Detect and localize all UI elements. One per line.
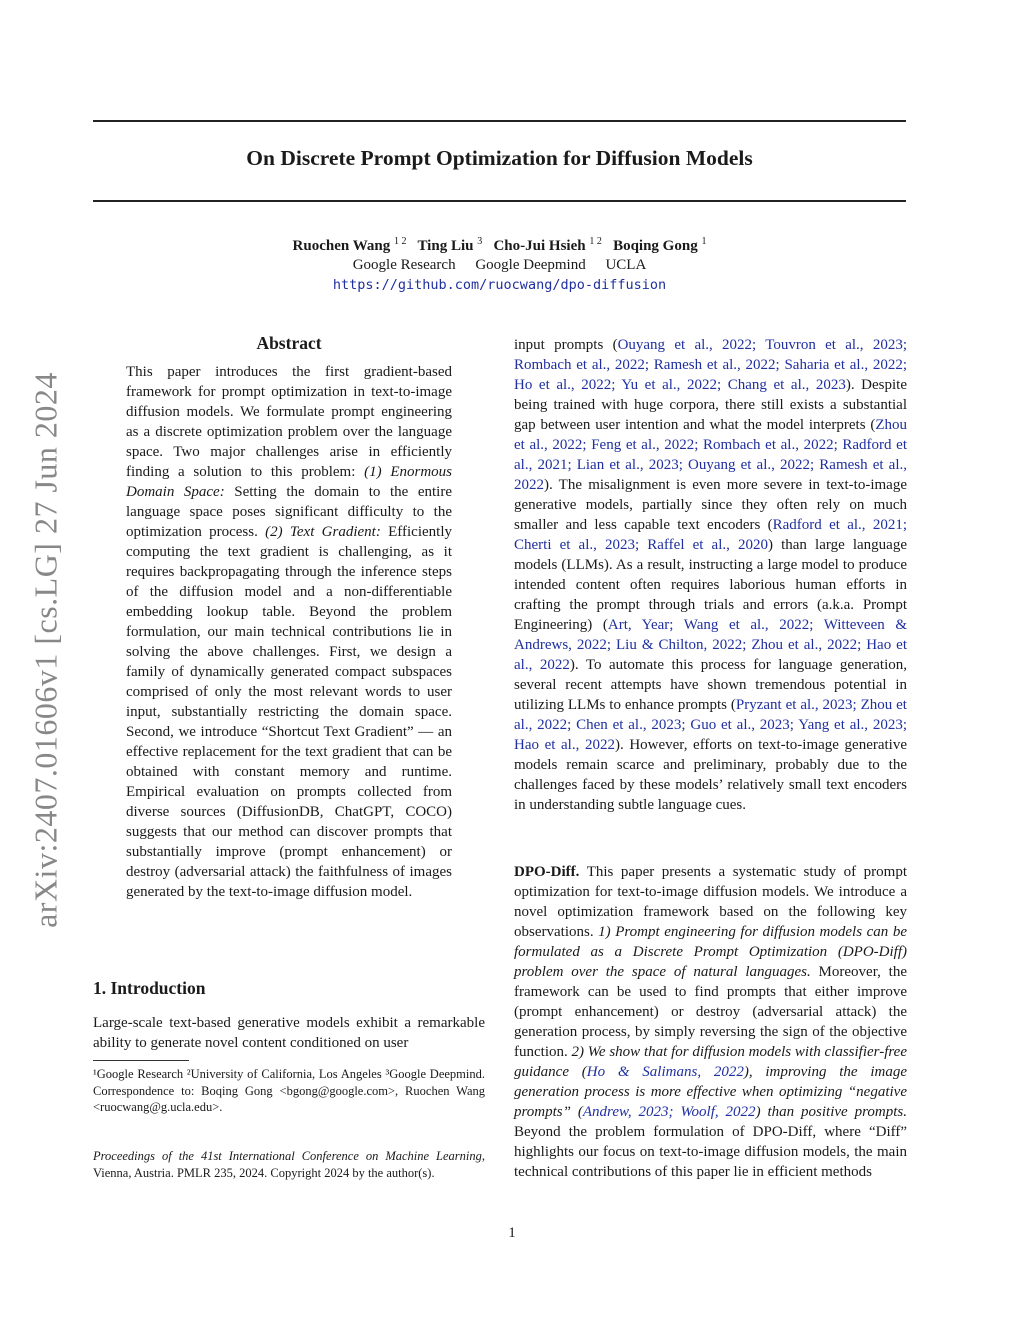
affiliation: Google Deepmind bbox=[475, 257, 586, 273]
title-bottom-rule bbox=[93, 200, 906, 202]
author-name: Ruochen Wang bbox=[292, 238, 391, 254]
body-text: Beyond the problem formulation of DPO-Diff, where “Diff” highlights our focus on text-to-image diffusion models, the main technical contributions of this paper lie in efficient methods bbox=[514, 1124, 907, 1180]
author-affiliation-marks: 1 2 bbox=[393, 236, 407, 247]
page-number: 1 bbox=[508, 1225, 516, 1241]
abstract-text: This paper introduces the first gradient-based framework for prompt optimization in text-to-image diffusion models. We formulate prompt engineering as a discrete optimization problem over the language space. Two major challenges arise in efficiently finding a solution to this problem: bbox=[126, 364, 452, 480]
body-text: Moreover, the framework can be used to find prompts that either improve (prompt enhancement) or destroy (adversarial attack) the generation process, by simply reversing the sign of the objective function. bbox=[514, 964, 907, 1060]
citation-link[interactable]: Radford et al., 2021; Cherti et al., 2023; Raffel et al., 2020 bbox=[514, 517, 907, 553]
author-name: Cho-Jui Hsieh bbox=[493, 238, 586, 254]
abstract-heading: Abstract bbox=[256, 333, 322, 353]
paper-title: On Discrete Prompt Optimization for Diffusion Models bbox=[246, 146, 753, 170]
abstract-body bbox=[126, 362, 452, 902]
body-text: ). However, efforts on text-to-image generative models remain scarce and preliminary, probably due to the challenges faced by these models’ relatively small text encoders in understanding subtle language cues. bbox=[514, 737, 908, 813]
affiliation-footnote: ¹Google Research ²University of California, Los Angeles ³Google Deepmind. Correspondence to: Boqing Gong <bgong@google.com>, Ruochen Wang <ruocwang@g.ucla.edu>. bbox=[93, 1067, 485, 1114]
affiliation-list bbox=[93, 257, 906, 274]
intro-heading: 1. Introduction bbox=[93, 978, 206, 998]
footnote-rule bbox=[93, 1060, 189, 1061]
author-list bbox=[93, 236, 906, 255]
intro-body: Large-scale text-based generative models exhibit a remarkable ability to generate novel content conditioned on user bbox=[93, 1015, 485, 1051]
affiliation: Google Research bbox=[352, 257, 456, 273]
proceedings-note bbox=[93, 1148, 485, 1181]
proceedings-details: , Vienna, Austria. PMLR 235, 2024. Copyright 2024 by the author(s). bbox=[93, 1149, 485, 1180]
citation-link[interactable]: Pryzant et al., 2023; Zhou et al., 2022; Chen et al., 2023; Guo et al., 2023; Yang et al., 2023; Hao et al., 2022 bbox=[514, 697, 907, 753]
dpo-diff-paragraph bbox=[514, 862, 907, 1182]
body-text: This paper presents a systematic study of prompt optimization for text-to-image diffusion models. We introduce a novel optimization framework based on the following key observations. bbox=[514, 864, 907, 940]
body-emphasis: ) than positive prompts. bbox=[755, 1104, 907, 1120]
citation-link[interactable]: Ouyang et al., 2022; Touvron et al., 2023; Rombach et al., 2022; Ramesh et al., 2022; Saharia et al., 2022; Ho et al., 2022; Yu et al., 2022; Chang et al., 2023 bbox=[514, 337, 907, 393]
body-text: ). Despite being trained with huge corpora, there still exists a substantial gap between user intention and what the model interprets ( bbox=[514, 377, 907, 433]
body-text: input prompts ( bbox=[514, 337, 618, 353]
abstract-emphasis: (2) Text Gradient: bbox=[265, 524, 381, 540]
intro-continued bbox=[514, 335, 907, 815]
body-text: ). The misalignment is even more severe in text-to-image generative models, partially since they often rely on much smaller and less capable text encoders ( bbox=[514, 477, 907, 533]
arxiv-stamp: arXiv:2407.01606v1 [cs.LG] 27 Jun 2024 bbox=[27, 372, 64, 928]
repo-link[interactable]: https://github.com/ruocwang/dpo-diffusion bbox=[332, 277, 667, 293]
citation-link[interactable]: Zhou et al., 2022; Feng et al., 2022; Rombach et al., 2022; Radford et al., 2021; Lian et al., 2023; Ouyang et al., 2022; Ramesh et al., 2022 bbox=[514, 417, 907, 493]
body-text: ). To automate this process for language generation, several recent attempts have shown tremendous potential in utilizing LLMs to enhance prompts ( bbox=[514, 657, 907, 713]
author-affiliation-marks: 1 bbox=[701, 236, 707, 247]
citation-link[interactable]: Art, Year; Wang et al., 2022; Witteveen & Andrews, 2022; Liu & Chilton, 2022; Zhou et al., 2022; Hao et al., 2022 bbox=[514, 617, 907, 673]
abstract-text: Efficiently computing the text gradient is challenging, as it requires backpropagating through the inference steps of the diffusion model and a non-differentiable embedding lookup table. Beyond the problem formulation, our main technical contributions lie in solving the above challenges. First, we design a family of dynamically generated compact subspaces comprised of only the most relevant words to user input, substantially restricting the domain space. Second, we introduce “Shortcut Text Gradient” — an effective replacement for the text gradient that can be obtained with constant memory and runtime. Empirical evaluation on prompts collected from diverse sources (DiffusionDB, ChatGPT, COCO) suggests that our method can discover prompts that substantially improve (prompt enhancement) or destroy (adversarial attack) the faithfulness of images generated by the text-to-image diffusion model. bbox=[126, 524, 452, 900]
citation-link[interactable]: Andrew, 2023; Woolf, 2022 bbox=[582, 1104, 756, 1120]
title-top-rule bbox=[93, 120, 906, 122]
body-text: ) than large language models (LLMs). As a result, instructing a large model to produce intended content often requires laborious human efforts in crafting the prompt through trials and errors (a.k.a. Prompt Engineering) ( bbox=[514, 537, 907, 633]
author-affiliation-marks: 1 2 bbox=[589, 236, 602, 247]
author-name: Ting Liu bbox=[417, 238, 474, 254]
citation-link[interactable]: Ho & Salimans, 2022 bbox=[586, 1064, 744, 1080]
body-emphasis: ), improving the image generation process is more effective when optimizing “negative prompts” ( bbox=[514, 1064, 907, 1120]
body-emphasis: 1) Prompt engineering for diffusion models can be formulated as a Discrete Prompt Optimization (DPO-Diff) problem over the space of natural languages. bbox=[514, 924, 907, 980]
body-emphasis: 2) We show that for diffusion models with classifier-free guidance ( bbox=[514, 1044, 907, 1080]
paragraph-heading: DPO-Diff. bbox=[514, 864, 580, 880]
affiliation: UCLA bbox=[605, 257, 647, 273]
abstract-text: Setting the domain to the entire language space poses significant difficulty to the optimization process. bbox=[126, 484, 452, 540]
author-affiliation-marks: 3 bbox=[477, 236, 483, 247]
proceedings-venue: Proceedings of the 41st International Conference on Machine Learning bbox=[93, 1149, 482, 1163]
abstract-emphasis: (1) Enormous Domain Space: bbox=[126, 464, 452, 500]
author-name: Boqing Gong bbox=[613, 238, 698, 254]
